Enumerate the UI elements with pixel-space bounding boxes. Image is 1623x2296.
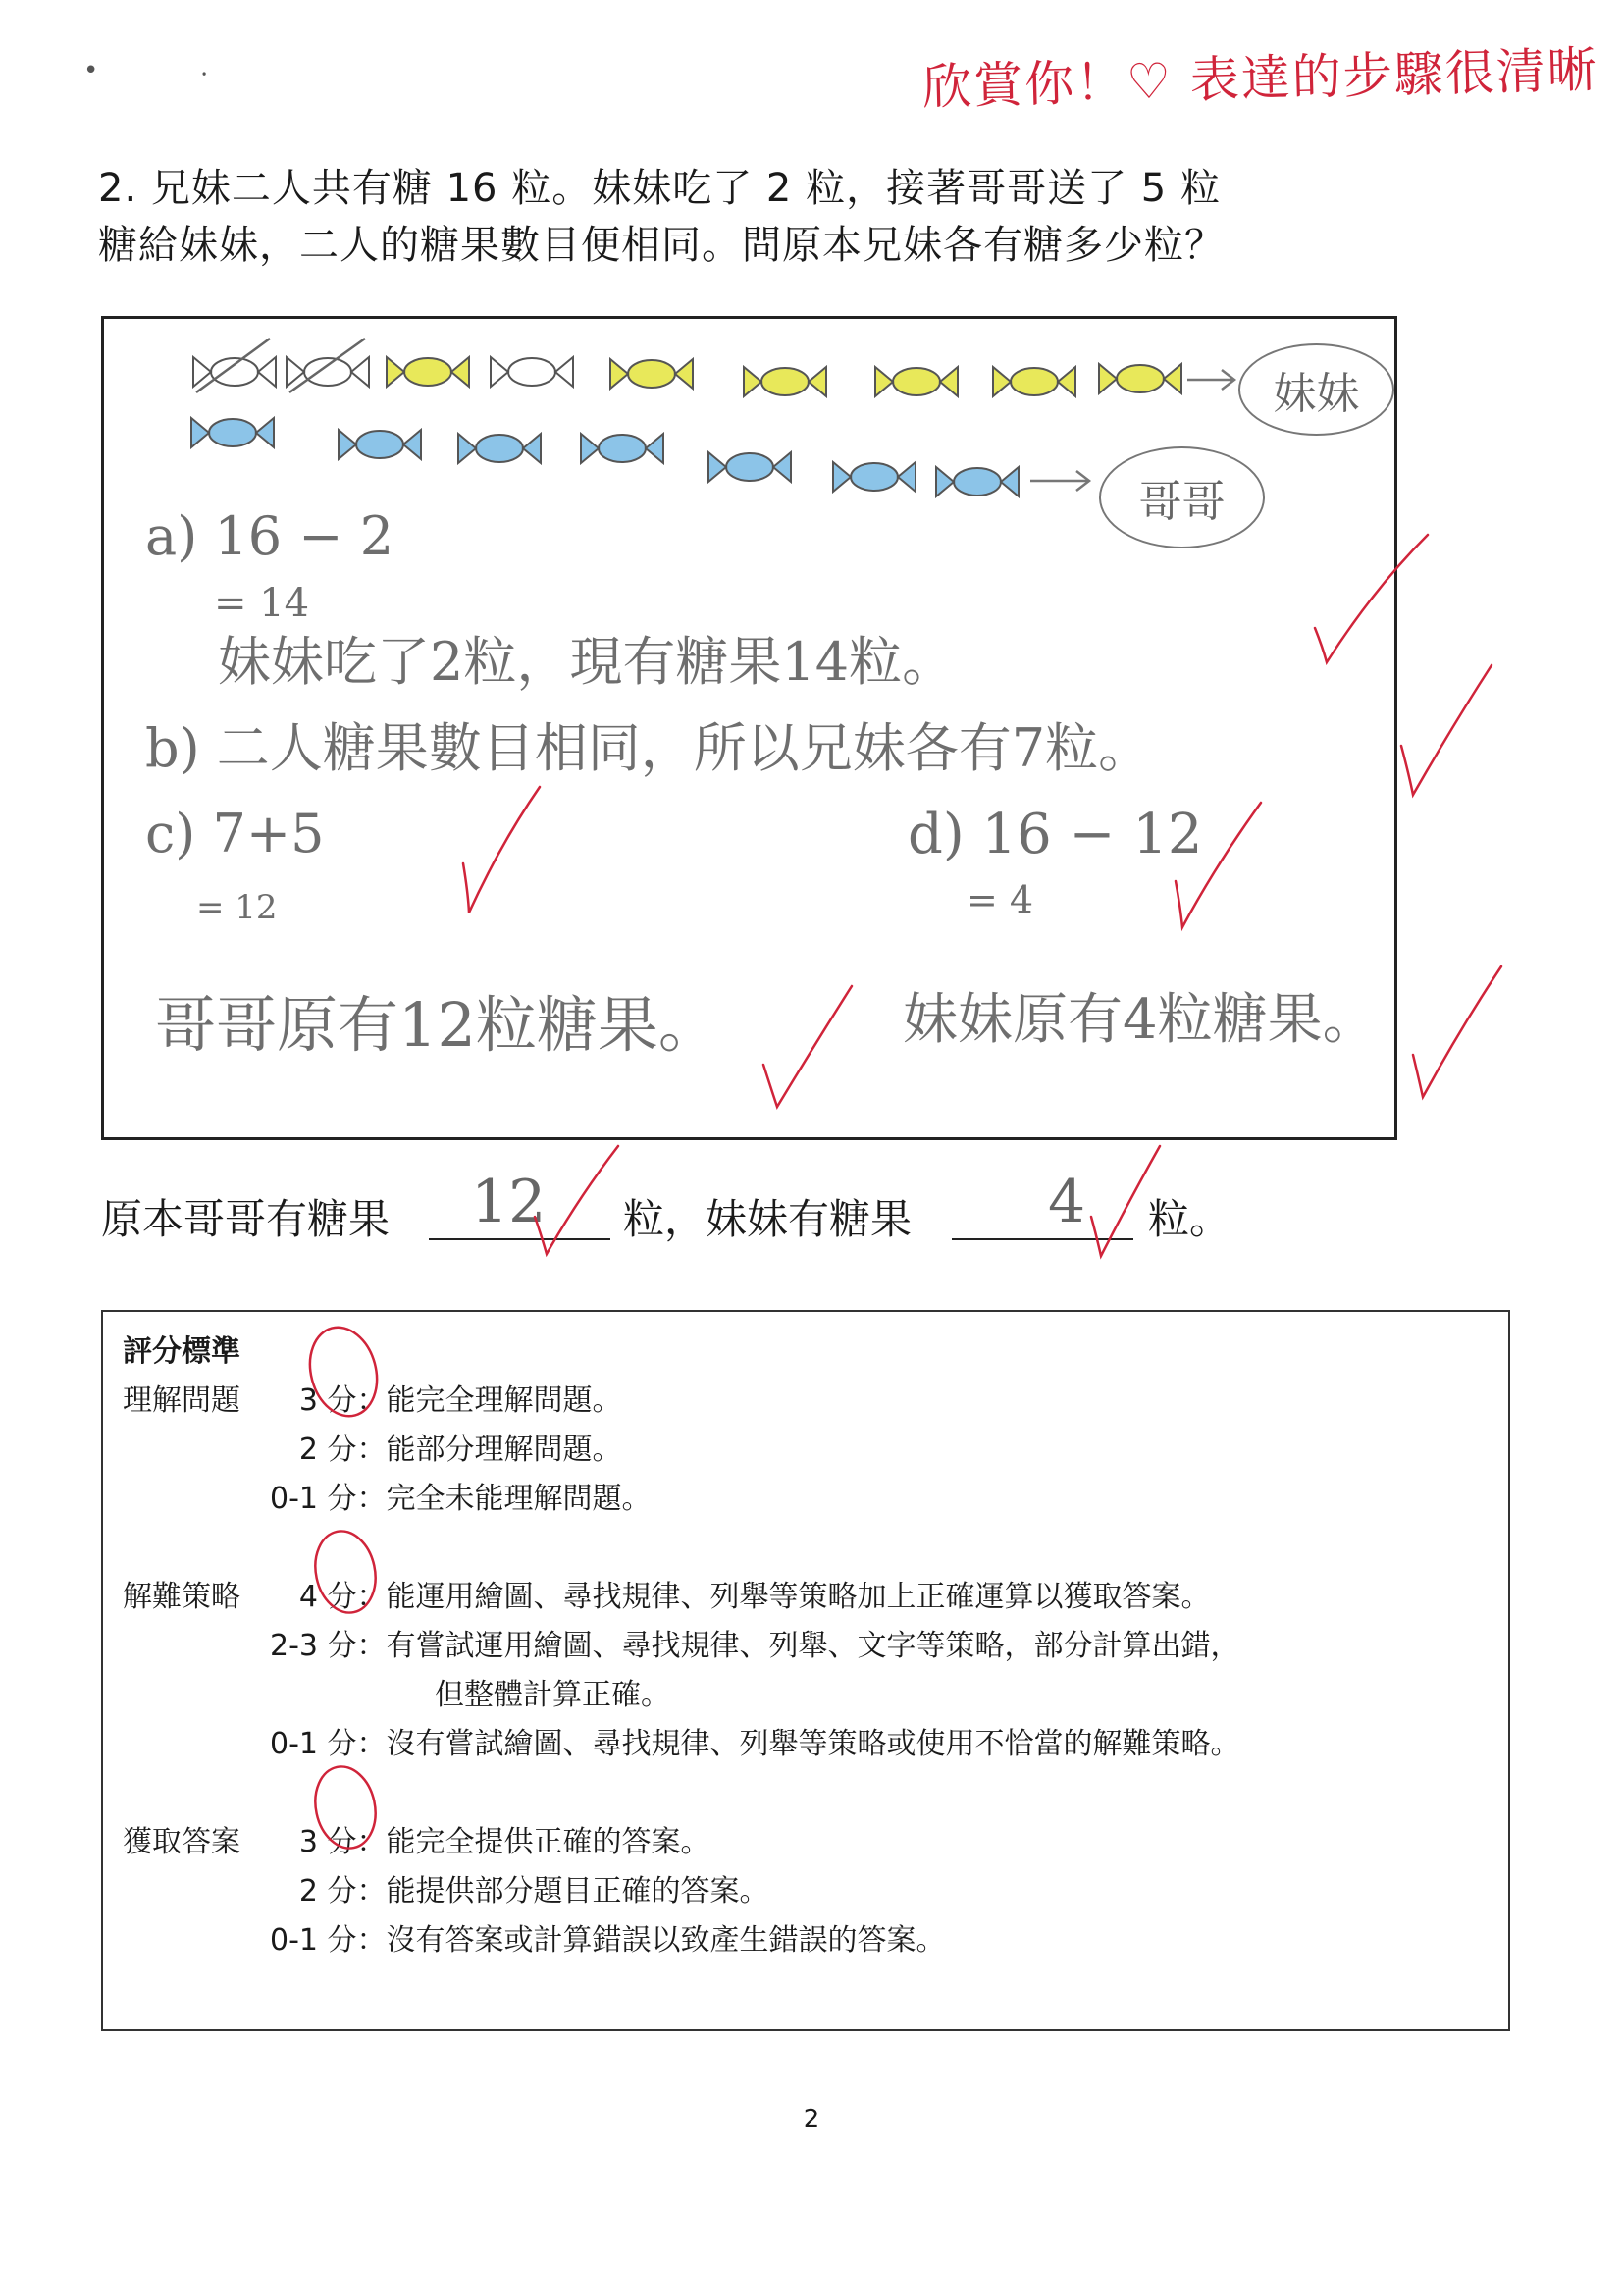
rubric-item: 3 分：能完全提供正確的答案。 (298, 1825, 710, 1859)
rubric-item: 2 分：能提供部分題目正確的答案。 (298, 1874, 769, 1908)
tick-mark (1413, 966, 1501, 1097)
tick-mark (1091, 1146, 1160, 1256)
step-a-result: = 14 (214, 581, 310, 626)
step-a-sentence: 妹妹吃了2粒，現有糖果14粒。 (218, 631, 956, 693)
step-a-expression: a) 16 − 2 (145, 505, 394, 567)
question-line-2: 糖給妹妹，二人的糖果數目便相同。問原本兄妹各有糖多少粒？ (98, 223, 1225, 268)
rubric-category-understanding: 理解問題 (123, 1383, 240, 1418)
rubric-item: 2-3 分：有嘗試運用繪圖、尋找規律、列舉、文字等策略，部分計算出錯， (270, 1629, 1240, 1663)
rubric-item: 0-1 分：沒有嘗試繪圖、尋找規律、列舉等策略或使用不恰當的解難策略。 (270, 1727, 1240, 1761)
rubric-item: 0-1 分：完全未能理解問題。 (270, 1482, 652, 1516)
tick-mark (1176, 803, 1261, 927)
sister-label: 妹妹 (1273, 369, 1360, 419)
teacher-comment: 欣賞你！♡ 表達的步驟很清晰 (921, 41, 1599, 117)
rubric-item: 3 分：能完全理解問題。 (298, 1383, 622, 1418)
answer-prefix: 原本哥哥有糖果 (101, 1195, 391, 1243)
answer-middle: 粒，妹妹有糖果 (623, 1195, 913, 1243)
rubric-item: 0-1 分：沒有答案或計算錯誤以致產生錯誤的答案。 (270, 1923, 946, 1957)
rubric-title: 評分標準 (123, 1334, 240, 1369)
rubric-category-strategy: 解難策略 (123, 1580, 240, 1614)
step-c-result: = 12 (196, 888, 278, 927)
page-number: 2 (803, 2105, 820, 2134)
scan-artifact: • ⸳ (83, 56, 255, 85)
sister-answer-value: 4 (1048, 1168, 1086, 1236)
tick-mark (1315, 535, 1428, 662)
question-line-1: 2. 兄妹二人共有糖 16 粒。妹妹吃了 2 粒，接著哥哥送了 5 粒 (98, 166, 1221, 211)
tick-mark (463, 787, 540, 913)
brother-answer-value: 12 (471, 1168, 547, 1236)
rubric-category-answer: 獲取答案 (123, 1825, 240, 1859)
score-circle (308, 1761, 383, 1854)
final-sentence-sister: 妹妹原有4粒糖果。 (903, 988, 1378, 1052)
rubric-item: 2 分：能部分理解問題。 (298, 1433, 622, 1467)
tick-mark (535, 1146, 618, 1254)
step-d-result: = 4 (967, 878, 1034, 921)
answer-suffix: 粒。 (1148, 1195, 1231, 1243)
step-b-sentence: b) 二人糖果數目相同，所以兄妹各有7粒。 (145, 717, 1152, 779)
score-circle (308, 1526, 383, 1619)
tick-mark (1401, 665, 1492, 795)
score-circle (300, 1320, 387, 1424)
rubric-item-continuation: 但整體計算正確。 (435, 1678, 670, 1712)
rubric-item: 4 分：能運用繪圖、尋找規律、列舉等策略加上正確運算以獲取答案。 (298, 1580, 1211, 1614)
tick-mark (763, 986, 852, 1107)
step-c-expression: c) 7+5 (145, 803, 325, 864)
final-sentence-brother: 哥哥原有12粒糖果。 (155, 989, 719, 1061)
step-d-expression: d) 16 − 12 (908, 803, 1203, 866)
brother-label: 哥哥 (1138, 477, 1226, 527)
